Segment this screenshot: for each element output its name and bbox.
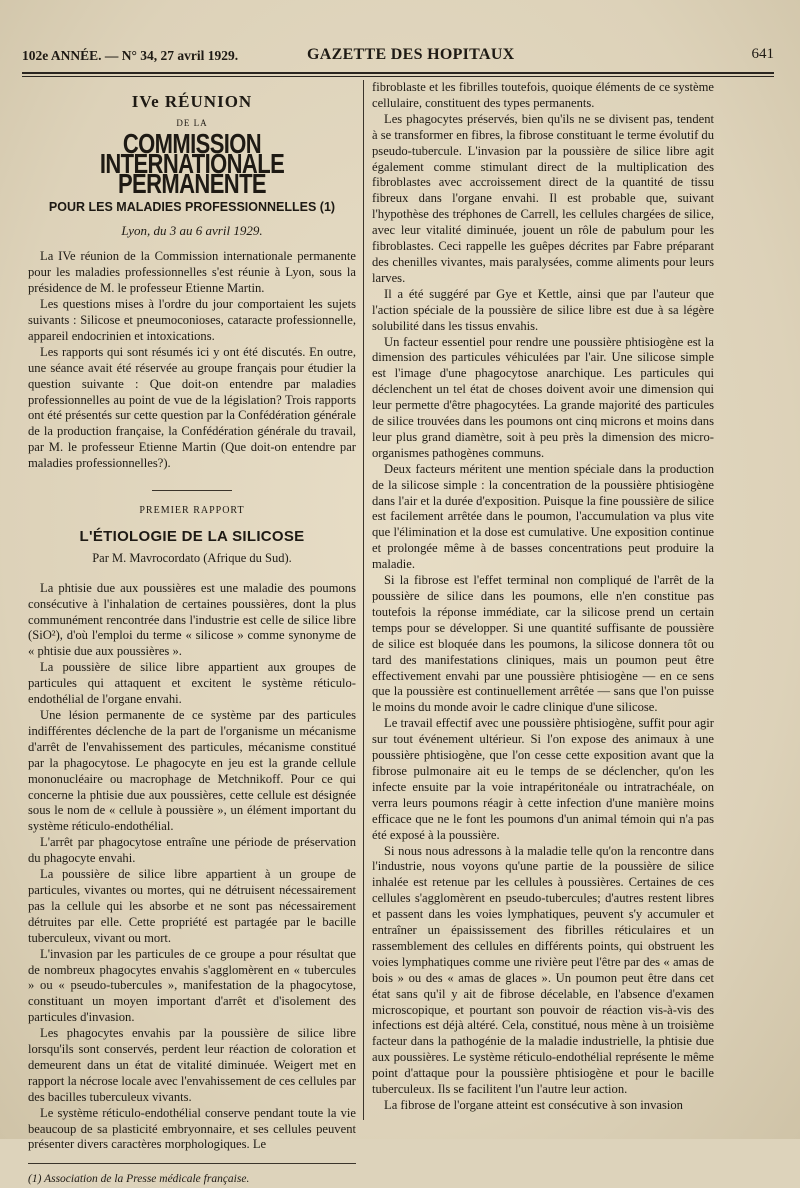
report-label: PREMIER RAPPORT	[139, 505, 245, 517]
footnote-rule	[28, 1163, 356, 1164]
body-paragraph: L'arrêt par phagocytose entraîne une période de préservation du phagocyte envahi.	[28, 835, 356, 866]
body-paragraph: Une lésion permanente de ce système par des particules indifférentes déclenche de la part de l'organisme un mécanisme d'arrêt de l'envahissement des particules, mécanisme constitué par la phagocytose. Le phagocyte en jeu est la grande cellule mononucléaire ou macrophage de Metchnikoff. Pour ce qui concerne la phtisie due aux poussières, cette cellule est désignée sous le nom de « cellule à poussière », un élément important du système réticulo-endothélial.	[28, 708, 356, 834]
body-paragraph: La poussière de silice libre appartient aux groupes de particules qui attaquent et excitent le système réticulo-endothélial de l'organe envahi.	[28, 660, 356, 707]
issue-info: 102e ANNÉE. — N° 34, 27 avril 1929.	[22, 48, 239, 63]
reunion-heading: IVe RÉUNION	[131, 92, 253, 111]
masthead	[22, 40, 782, 70]
masthead-rule	[22, 72, 774, 74]
commission-title: COMMISSION INTERNATIONALE PERMANENTE	[99, 127, 285, 199]
body-paragraph: Il a été suggéré par Gye et Kettle, ainsi que par l'auteur que l'action spéciale de la poussière de silice libre est due à sa légère solubilité dans les tissus envahis.	[372, 286, 714, 333]
body-paragraph: Les phagocytes envahis par la poussière de silice libre lorsqu'ils sont conservés, perdent leur réaction de coloration et demeurent dans un état de vitalité diminuée. Weigert met en rapport la nécrose locale avec l'envahissement de ces cellules par des bacilles tuberculeux vivants.	[28, 1026, 356, 1104]
section-separator	[152, 490, 232, 491]
body-paragraph: Un facteur essentiel pour rendre une poussière phtisiogène est la dimension des particules véhiculées par l'air. Une silicose simple est l'image d'une phagocytose anarchique. Les particules qui déclenchent un tel état de choses doivent avoir une dimension qui leur permette d'être phagocytées. La grande majorité des particules de silice trouvées dans les poumons ont cinq microns et moins dans leur plus grand diamètre, soit à peu près la dimension des micro-organismes pathogènes communs.	[372, 334, 714, 460]
report-title: L'ÉTIOLOGIE DE LA SILICOSE	[79, 527, 305, 545]
body-paragraph: La fibrose de l'organe atteint est consécutive à son invasion	[384, 1098, 683, 1112]
intro-paragraph: La IVe réunion de la Commission internationale permanente pour les maladies professionnelles s'est réunie à Lyon, sous la présidence de M. le professeur Etienne Martin.	[28, 249, 356, 296]
place-date: Lyon, du 3 au 6 avril 1929.	[121, 223, 263, 239]
body-paragraph: L'invasion par les particules de ce groupe a pour résultat que de nombreux phagocytes envahis s'agglomèrent en « tubercules » ou « pseudo-tubercules », manifestation de la phagocytose, constituant un moyen important d'arrêt et d'isolement des particules d'invasion.	[28, 946, 356, 1025]
body-paragraph: fibroblaste et les fibrilles toutefois, quoique éléments de ce système cellulaire, constituent des types permanents.	[372, 80, 714, 110]
body-paragraph: Si nous nous adressons à la maladie telle qu'on la rencontre dans l'industrie, nous voyons qu'une partie de la poussière de silice inhalée est retenue par les cellules à poussières. Certaines de ces cellules s'agglomèrent en pseudo-tubercules; d'autres restent libres et passent dans les voies lymphatiques, peuvent s'y accumuler et entraîner un épaississement des fibrilles réticulaires et un rassemblement des cellules en différents points, qui obstruent les voies lymphatiques comme une rivière peut l'être par des « amas de bois » ou des « amas de glaces ». Un poumon peut être dans cet état sans qu'il y ait de fibrose décelable, en l'absence d'examen microscopique, et pourtant son pouvoir de réaction vis-à-vis des infections est déjà altéré. Cela, constitué, nous mène à un troisième facteur dans la pathogénie de la maladie industrielle, la phtisie due aux poussières. Le système réticulo-endothélial représente le même point d'attaque pour la poussière phtisiogène et pour le bacille tuberculeux. Ils se facilitent l'un l'autre leur action.	[372, 843, 714, 1097]
publication-title: GAZETTE DES HOPITAUX	[307, 46, 515, 63]
body-paragraph: La poussière de silice libre appartient à un groupe de particules, vivantes ou mortes, qui ne détruisent nécessairement pas la cellule qui les absorbe et ne sont pas nécessairement détruites par elle. Cette propriété est partagée par le bacille tuberculeux, vivant ou mort.	[28, 867, 356, 945]
right-column	[372, 80, 714, 1114]
de-la-label: DE LA	[176, 117, 208, 128]
body-paragraph: La phtisie due aux poussières est une maladie des poumons consécutive à l'inhalation de certaines poussières, dont la plus communément rencontrée dans l'industrie est celle de silice libre (SiO²), d'où l'emploi du terme « silicose » comme synonyme de « phtisie due aux poussières ».	[28, 580, 356, 659]
body-paragraph: Les phagocytes préservés, bien qu'ils ne se divisent pas, tendent à se transformer en fibres, la fibrose constituant le terme évolutif du pseudo-tubercule. L'invasion par la poussière de silice libre agit également comme stimulant direct de la multiplication des fibroblastes avec accroissement direct de la quantité de tissu fibreux dans l'organe envahi. Il est probable que, suivant l'hypothèse des tréphones de Carrell, les cellules chargées de silice, avec leur vitalité diminuée, jouent un rôle de pabulum pour les fibroblastes. Ceci rappelle les guêpes décrites par Fabre préparant des chenilles vivantes, mais paralysées, comme aliments pour leurs larves.	[372, 111, 715, 285]
intro-paragraph: Les questions mises à l'ordre du jour comportaient les sujets suivants : Silicose et pneumoconioses, cataracte professionnelle, appareil endocrinien et intoxications.	[28, 297, 356, 343]
body-paragraph: Si la fibrose est l'effet terminal non compliqué de l'arrêt de la poussière de silice dans les poumons, elle n'en constitue pas toutefois la réponse immédiate, car la silicose prend un certain temps pour se développer. Si une quantité suffisante de poussière de silice est bloquée dans les poumons, la silicose donnera tôt ou tard des manifestations cliniques, mais un poumon peut être effectivement envahi par une poussière phtisiogène — en ce sens que la poussière est continuellement arrêtée — sans que l'on puisse le moins du monde avoir le cadre clinique d'une silicose.	[372, 573, 714, 715]
column-divider	[363, 80, 364, 1120]
page-number: 641	[751, 46, 774, 62]
body-paragraph: Le travail effectif avec une poussière phtisiogène, suffit pour agir sur tout événement ultérieur. Si l'on expose des animaux à une poussière phtisiogène, que l'on cesse cette exposition avant que la fibrose pulmonaire ait eu le temps de se déclencher, qu'on les infecte ensuite par la voie intrapéritonéale ou intratrachéale, on verra leurs poumons réagir à cette infection d'une manière moins efficace que ne le font les poumons d'un animal témoin qui n'a pas été exposé à la poussière.	[372, 716, 714, 842]
body-paragraph: Le système réticulo-endothélial conserve pendant toute la vie beaucoup de sa plasticité embryonnaire, et ses cellules peuvent présenter divers caractères morphologiques. Le	[28, 1105, 356, 1152]
intro-paragraph: Les rapports qui sont résumés ici y ont été discutés. En outre, une séance avait été réservée au groupe français pour étudier la question suivante : Que doit-on entendre par maladies professionnelles au point de vue de la législation? Trois rapports ont été présentés sur cette question par la Confédération générale de la production française, la Confédération générale du travail, par M. le professeur Etienne Martin (Que doit-on entendre par maladies professionnelles?).	[28, 344, 356, 471]
body-paragraph: Deux facteurs méritent une mention spéciale dans la production de la silicose simple : la concentration de la poussière phtisiogène dans l'air et la durée d'exposition. Puisque la fine poussière de silice est facilement arrêtée dans le poumon, l'accumulation va plus vite que l'élimination et la dose est cumulative. Une exposition continue et prolongée même à de basses concentrations peut produire la maladie.	[372, 461, 714, 572]
footnote: (1) Association de la Presse médicale française.	[28, 1173, 250, 1186]
masthead-rule-thin	[22, 76, 774, 77]
commission-subtitle: POUR LES MALADIES PROFESSIONNELLES (1)	[48, 199, 336, 214]
report-author: Par M. Mavrocordato (Afrique du Sud).	[92, 550, 292, 565]
left-column	[28, 80, 356, 1188]
